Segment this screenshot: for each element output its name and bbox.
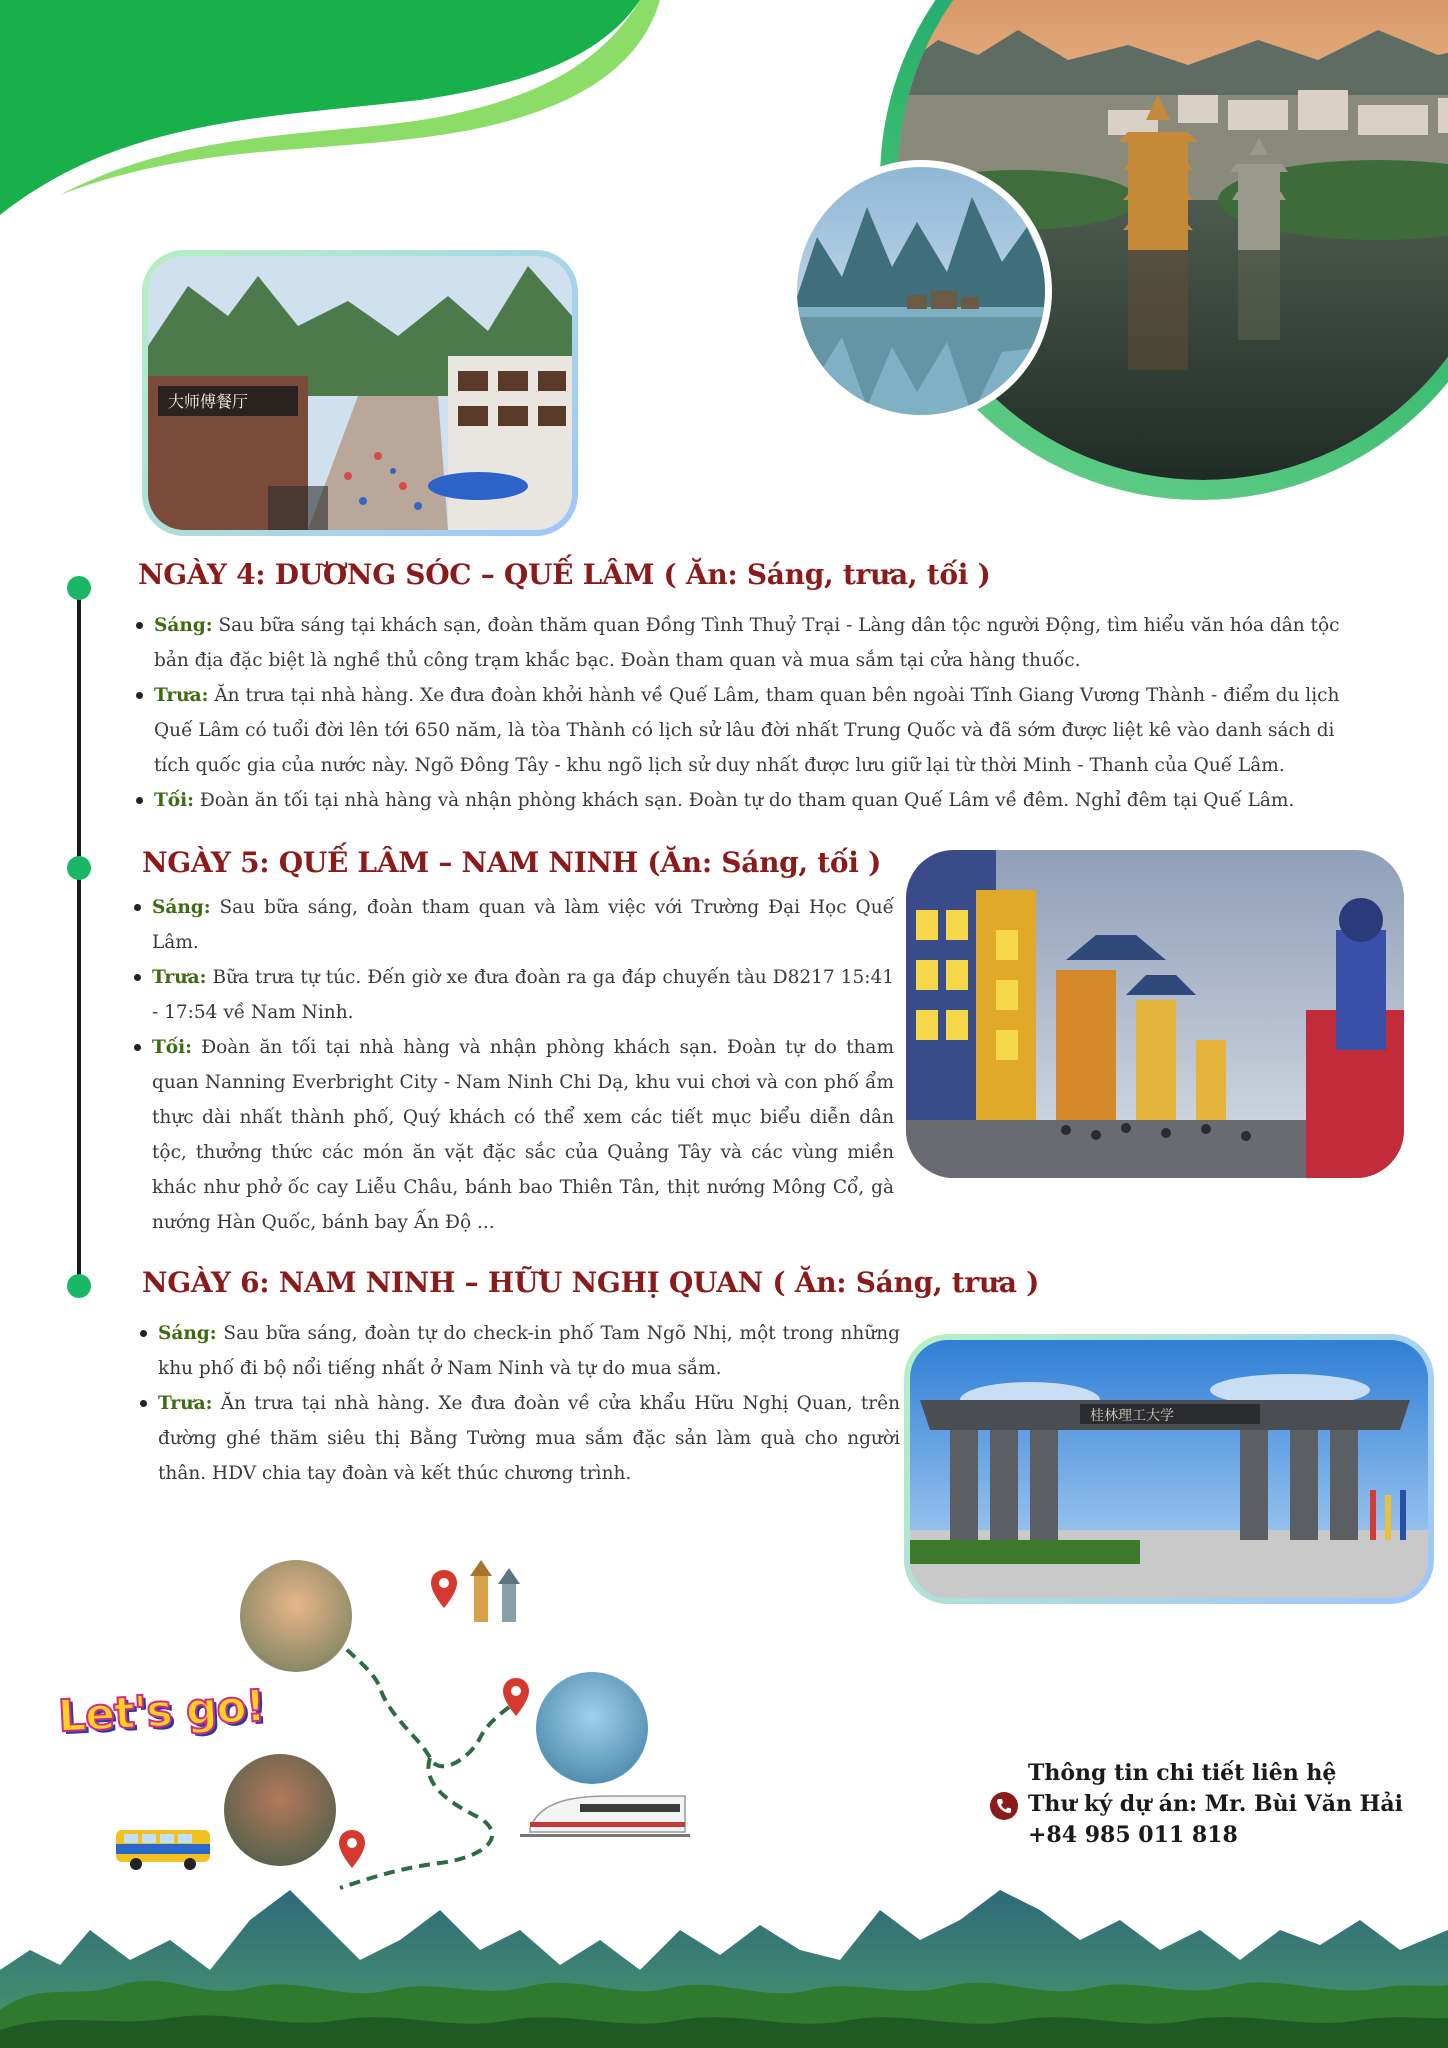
item-label: Trưa: bbox=[158, 1393, 213, 1414]
item-label: Tối: bbox=[152, 1037, 192, 1058]
university-sign-text: 桂林理工大学 bbox=[1090, 1408, 1174, 1424]
day-6-item-noon bbox=[158, 1386, 900, 1491]
item-label: Sáng: bbox=[152, 897, 211, 918]
bottom-landscape bbox=[0, 1870, 1448, 2048]
yangshuo-west-street-photo bbox=[148, 256, 572, 530]
item-label: Sáng: bbox=[158, 1323, 217, 1344]
timeline-dot-day5 bbox=[67, 856, 91, 880]
day-5-item-noon bbox=[152, 960, 894, 1030]
contact-secretary: Thư ký dự án: Mr. Bùi Văn Hải bbox=[1028, 1791, 1403, 1817]
route-photo-watertown bbox=[536, 1672, 648, 1784]
item-text: Ăn trưa tại nhà hàng. Xe đưa đoàn về cửa khẩu Hữu Nghị Quan, trên đường ghé thăm siêu thị Bằng Tường mua sắm đặc sản làm quà cho người thân. HDV chia tay đoàn và kết thúc chương trình. bbox=[158, 1393, 900, 1484]
item-label: Trưa: bbox=[152, 967, 207, 988]
item-text: Sau bữa sáng, đoàn tự do check-in phố Tam Ngõ Nhị, một trong những khu phố đi bộ nổi tiếng nhất ở Nam Ninh và tự do mua sắm. bbox=[158, 1323, 900, 1379]
item-text: Đoàn ăn tối tại nhà hàng và nhận phòng khách sạn. Đoàn tự do tham quan Quế Lâm về đêm. Nghỉ đêm tại Quế Lâm. bbox=[193, 790, 1295, 811]
day-4-item-evening bbox=[154, 783, 1374, 818]
pagoda-icon bbox=[466, 1556, 526, 1624]
timeline-line bbox=[77, 588, 81, 1288]
item-label: Sáng: bbox=[154, 615, 213, 636]
route-photo-village bbox=[224, 1754, 336, 1866]
day-6-list bbox=[136, 1316, 900, 1491]
train-icon bbox=[520, 1788, 690, 1844]
map-pin-icon bbox=[500, 1676, 532, 1720]
route-photo-pagodas bbox=[240, 1560, 352, 1672]
contact-phone[interactable]: +84 985 011 818 bbox=[1028, 1822, 1238, 1848]
item-label: Trưa: bbox=[154, 685, 209, 706]
timeline-dot-day4 bbox=[67, 576, 91, 600]
nanning-night-market-photo bbox=[906, 850, 1404, 1178]
day-4-item-noon bbox=[154, 678, 1374, 783]
guilin-university-gate-photo bbox=[910, 1340, 1428, 1598]
bus-icon bbox=[114, 1824, 214, 1872]
map-pin-icon bbox=[428, 1568, 460, 1612]
day-5-item-morning bbox=[152, 890, 894, 960]
day-5-title: NGÀY 5: QUẾ LÂM – NAM NINH (Ăn: Sáng, tối ) bbox=[142, 846, 882, 879]
header-green-wave bbox=[0, 0, 660, 220]
item-text: Đoàn ăn tối tại nhà hàng và nhận phòng khách sạn. Đoàn tự do tham quan Nanning Everbright City - Nam Ninh Chi Dạ, khu vui chơi và con phố ẩm thực dài nhất thành phố, Quý khách có thể xem các tiết mục biểu diễn dân tộc, thưởng thức các món ăn vặt đặc sắc của Quảng Tây và các vùng miền khác như phở ốc cay Liễu Châu, bánh bao Thiên Tân, thịt nướng Mông Cổ, gà nướng Hàn Quốc, bánh bay Ấn Độ ... bbox=[152, 1037, 894, 1233]
phone-icon bbox=[990, 1792, 1018, 1820]
day-5-item-evening bbox=[152, 1030, 894, 1240]
item-text: Bữa trưa tự túc. Đến giờ xe đưa đoàn ra ga đáp chuyến tàu D8217 15:41 - 17:54 về Nam Ninh. bbox=[152, 967, 894, 1023]
item-label: Tối: bbox=[154, 790, 194, 811]
karst-lake-photo bbox=[797, 167, 1045, 415]
day-6-item-morning bbox=[158, 1316, 900, 1386]
day-4-item-morning bbox=[154, 608, 1374, 678]
day-4-list bbox=[132, 608, 1374, 818]
timeline-dot-day6 bbox=[67, 1274, 91, 1298]
map-pin-icon bbox=[336, 1828, 368, 1872]
day-6-title: NGÀY 6: NAM NINH – HỮU NGHỊ QUAN ( Ăn: Sáng, trưa ) bbox=[142, 1266, 1040, 1299]
item-text: Sau bữa sáng, đoàn tham quan và làm việc với Trường Đại Học Quế Lâm. bbox=[152, 897, 894, 953]
contact-heading: Thông tin chi tiết liên hệ bbox=[1028, 1760, 1337, 1786]
lets-go-badge: Let's go! bbox=[56, 1680, 266, 1743]
item-text: Sau bữa sáng tại khách sạn, đoàn thăm quan Đồng Tình Thuỷ Trại - Làng dân tộc người Động, tìm hiểu văn hóa dân tộc bản địa đặc biệt là nghề thủ công trạm khắc bạc. Đoàn tham quan và mua sắm tại cửa hàng thuốc. bbox=[154, 615, 1340, 671]
day-5-list bbox=[130, 890, 894, 1240]
day-4-title: NGÀY 4: DƯƠNG SÓC – QUẾ LÂM ( Ăn: Sáng, trưa, tối ) bbox=[138, 558, 991, 591]
item-text: Ăn trưa tại nhà hàng. Xe đưa đoàn khởi hành về Quế Lâm, tham quan bên ngoài Tĩnh Giang Vương Thành - điểm du lịch Quế Lâm có tuổi đời lên tới 650 năm, là tòa Thành có lịch sử lâu đời nhất Trung Quốc và đã sớm được liệt kê vào danh sách di tích quốc gia của nước này. Ngõ Đông Tây - khu ngõ lịch sử duy nhất được lưu giữ lại từ thời Minh - Thanh của Quế Lâm. bbox=[154, 685, 1340, 776]
shop-sign-text: 大师傅餐厅 bbox=[168, 392, 249, 411]
